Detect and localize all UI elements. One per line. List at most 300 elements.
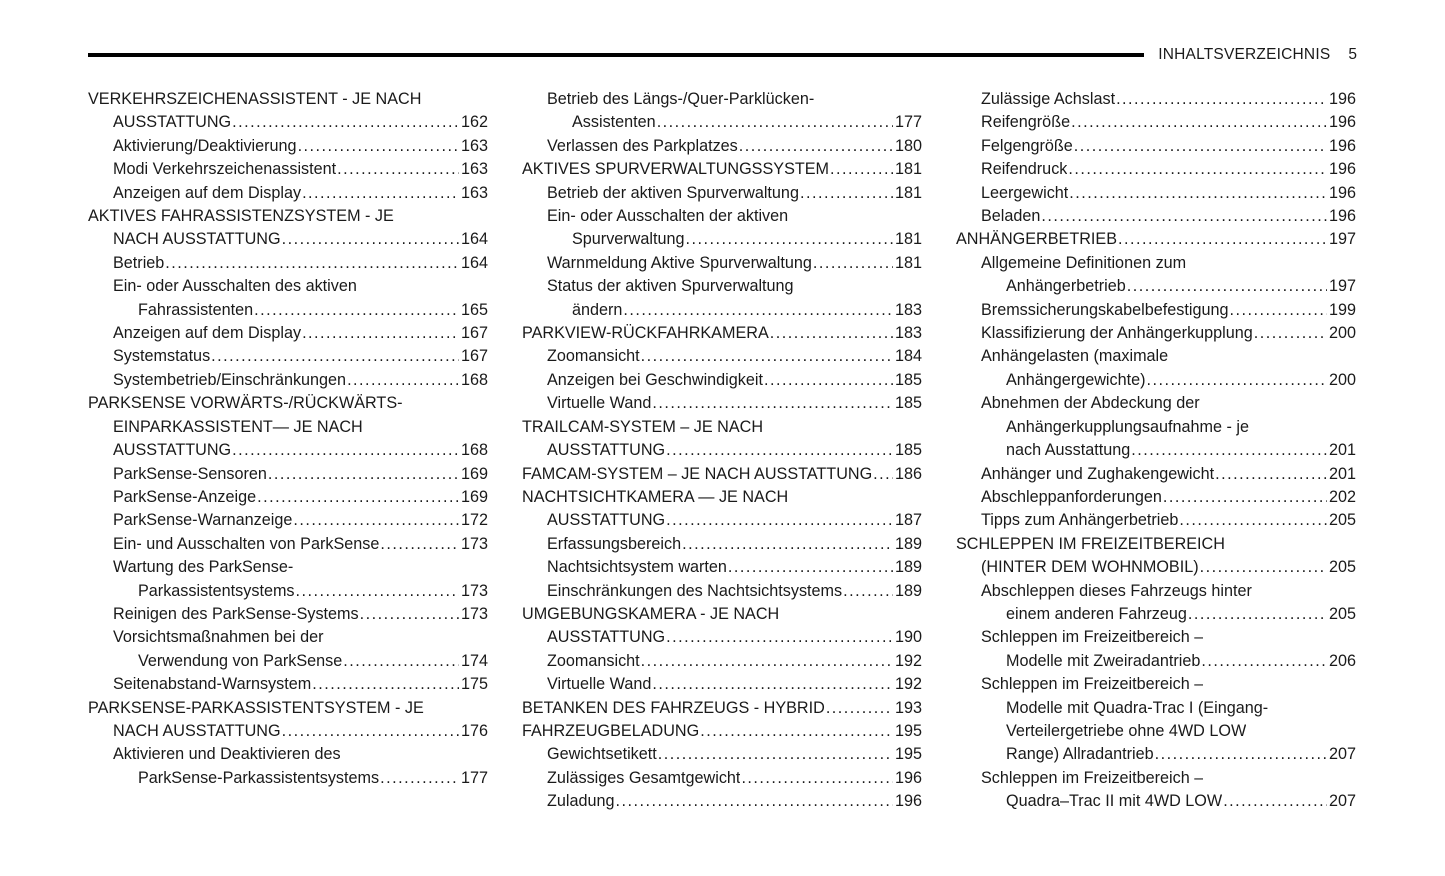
toc-entry-text: Schleppen im Freizeitbereich – bbox=[981, 675, 1204, 694]
dot-leader bbox=[700, 720, 893, 743]
toc-entry bbox=[88, 111, 488, 134]
toc-entry-text: Bremssicherungskabelbefestigung bbox=[981, 300, 1229, 319]
toc-entry-text: Schleppen im Freizeitbereich – bbox=[981, 768, 1204, 787]
toc-page-number: 190 bbox=[894, 628, 922, 647]
toc-entry-text: AUSSTATTUNG bbox=[113, 441, 232, 460]
toc-entry-text: Ein- oder Ausschalten des aktiven bbox=[113, 277, 357, 296]
toc-entry bbox=[956, 580, 1356, 603]
toc-entry-text: Erfassungsbereich bbox=[547, 534, 682, 553]
toc-entry-text: ändern bbox=[572, 300, 623, 319]
toc-page-number: 196 bbox=[1328, 160, 1356, 179]
toc-page-number: 185 bbox=[894, 394, 922, 413]
dot-leader bbox=[1163, 486, 1327, 509]
toc-entry-text: einem anderen Fahrzeug bbox=[1006, 604, 1187, 623]
toc-page-number: 177 bbox=[894, 113, 922, 132]
dot-leader bbox=[302, 182, 459, 205]
toc-entry bbox=[522, 603, 922, 626]
toc-page-number: 173 bbox=[460, 604, 488, 623]
toc-entry bbox=[522, 135, 922, 158]
toc-entry-text: TRAILCAM-SYSTEM – JE NACH bbox=[522, 417, 764, 436]
toc-entry bbox=[956, 322, 1356, 345]
toc-entry bbox=[88, 392, 488, 415]
toc-entry bbox=[88, 252, 488, 275]
toc-entry-text: Betrieb des Längs-/Quer-Parklücken- bbox=[547, 90, 815, 108]
toc-page-number: 196 bbox=[1328, 136, 1356, 155]
dot-leader bbox=[1201, 650, 1327, 673]
toc-entry bbox=[88, 580, 488, 603]
toc-page-number: 176 bbox=[460, 721, 488, 740]
dot-leader bbox=[1146, 369, 1327, 392]
toc-entry-text: FAMCAM-SYSTEM – JE NACH AUSSTATTUNG bbox=[522, 464, 873, 483]
toc-entry bbox=[956, 650, 1356, 673]
toc-entry-text: Quadra–Trac II mit 4WD LOW bbox=[1006, 792, 1223, 811]
toc-entry bbox=[956, 533, 1356, 556]
dot-leader bbox=[682, 533, 893, 556]
dot-leader bbox=[257, 486, 459, 509]
dot-leader bbox=[232, 439, 459, 462]
toc-entry bbox=[88, 743, 488, 766]
toc-page-number: 181 bbox=[894, 183, 922, 202]
dot-leader bbox=[254, 299, 459, 322]
toc-entry-text: Anhängerbetrieb bbox=[1006, 277, 1126, 296]
toc-entry-text: Zulässiges Gesamtgewicht bbox=[547, 768, 741, 787]
toc-entry bbox=[88, 275, 488, 298]
dot-leader bbox=[296, 580, 459, 603]
toc-entry bbox=[522, 158, 922, 181]
toc-entry-text: Aktivieren und Deaktivieren des bbox=[113, 745, 341, 764]
toc-entry bbox=[88, 486, 488, 509]
toc-entry-text: Betrieb bbox=[113, 253, 165, 272]
dot-leader bbox=[282, 720, 459, 743]
toc-page-number: 164 bbox=[460, 253, 488, 272]
toc-entry bbox=[522, 720, 922, 743]
toc-entry-text: Warnmeldung Aktive Spurverwaltung bbox=[547, 253, 812, 272]
toc-entry bbox=[522, 790, 922, 813]
toc-entry bbox=[522, 345, 922, 368]
toc-page-number: 201 bbox=[1328, 464, 1356, 483]
dot-leader bbox=[843, 580, 893, 603]
toc-entry bbox=[522, 556, 922, 579]
dot-leader bbox=[641, 345, 893, 368]
toc-entry bbox=[956, 673, 1356, 696]
toc-entry bbox=[88, 158, 488, 181]
toc-entry-text: Reifengröße bbox=[981, 113, 1071, 132]
dot-leader bbox=[800, 182, 893, 205]
toc-entry bbox=[956, 790, 1356, 813]
toc-entry bbox=[956, 88, 1356, 111]
toc-page-number: 185 bbox=[894, 441, 922, 460]
toc-column bbox=[88, 88, 488, 814]
dot-leader bbox=[1254, 322, 1327, 345]
toc-entry bbox=[88, 509, 488, 532]
dot-leader bbox=[652, 392, 893, 415]
toc-entry-text: Virtuelle Wand bbox=[547, 394, 652, 413]
toc-entry-text: SCHLEPPEN IM FREIZEITBEREICH bbox=[956, 534, 1225, 553]
toc-entry bbox=[522, 182, 922, 205]
dot-leader bbox=[211, 345, 459, 368]
toc-page-number: 206 bbox=[1328, 651, 1356, 670]
dot-leader bbox=[232, 111, 459, 134]
toc-entry-text: UMGEBUNGSKAMERA - JE NACH bbox=[522, 604, 780, 623]
toc-entry-text: Systembetrieb/Einschränkungen bbox=[113, 370, 347, 389]
toc-entry bbox=[88, 228, 488, 251]
toc-entry bbox=[88, 369, 488, 392]
toc-page-number: 167 bbox=[460, 347, 488, 366]
toc-entry-text: Betrieb der aktiven Spurverwaltung bbox=[547, 183, 799, 202]
toc-entry bbox=[956, 345, 1356, 368]
toc-page-number: 168 bbox=[460, 441, 488, 460]
dot-leader bbox=[741, 767, 893, 790]
toc-entry bbox=[956, 743, 1356, 766]
dot-leader bbox=[770, 322, 893, 345]
toc-entry bbox=[522, 743, 922, 766]
toc-entry bbox=[88, 416, 488, 439]
toc-entry-text: Verteilergetriebe ohne 4WD LOW bbox=[1006, 721, 1247, 740]
toc-entry-text: AUSSTATTUNG bbox=[113, 113, 232, 132]
toc-page-number: 183 bbox=[894, 300, 922, 319]
toc-entry-text: Felgengröße bbox=[981, 136, 1073, 155]
dot-leader bbox=[165, 252, 459, 275]
toc-entry-text: Verwendung von ParkSense bbox=[138, 651, 343, 670]
dot-leader bbox=[268, 463, 459, 486]
toc-entry bbox=[522, 299, 922, 322]
toc-page-number: 163 bbox=[460, 136, 488, 155]
toc-entry-text: AUSSTATTUNG bbox=[547, 441, 666, 460]
toc-entry bbox=[88, 673, 488, 696]
toc-entry-text: Reifendruck bbox=[981, 160, 1068, 179]
toc-entry bbox=[956, 626, 1356, 649]
dot-leader bbox=[641, 650, 893, 673]
toc-entry bbox=[956, 556, 1356, 579]
toc-entry bbox=[88, 439, 488, 462]
toc-entry-text: Abschleppen dieses Fahrzeugs hinter bbox=[981, 581, 1252, 600]
dot-leader bbox=[623, 299, 893, 322]
toc-page-number: 181 bbox=[894, 160, 922, 179]
toc-entry-text: Schleppen im Freizeitbereich – bbox=[981, 628, 1204, 647]
toc-column bbox=[956, 88, 1356, 814]
dot-leader bbox=[1215, 463, 1327, 486]
dot-leader bbox=[666, 439, 893, 462]
dot-leader bbox=[380, 533, 459, 556]
toc-page-number: 172 bbox=[460, 511, 488, 530]
toc-entry-text: Zoomansicht bbox=[547, 651, 640, 670]
toc-entry bbox=[956, 767, 1356, 790]
dot-leader bbox=[1068, 158, 1327, 181]
toc-entry-text: Modelle mit Zweiradantrieb bbox=[1006, 651, 1201, 670]
toc-entry-text: Spurverwaltung bbox=[572, 230, 685, 249]
dot-leader bbox=[1223, 790, 1327, 813]
toc-entry-text: ParkSense-Sensoren bbox=[113, 464, 267, 483]
toc-entry-text: Abschleppanforderungen bbox=[981, 487, 1162, 506]
toc-page-number: 192 bbox=[894, 675, 922, 694]
toc-entry bbox=[956, 111, 1356, 134]
dot-leader bbox=[739, 135, 893, 158]
toc-entry bbox=[956, 463, 1356, 486]
toc-entry-text: AUSSTATTUNG bbox=[547, 511, 666, 530]
toc-entry bbox=[956, 720, 1356, 743]
dot-leader bbox=[1118, 228, 1327, 251]
toc-page-number: 164 bbox=[460, 230, 488, 249]
dot-leader bbox=[657, 111, 893, 134]
toc-page-number: 169 bbox=[460, 464, 488, 483]
dot-leader bbox=[1069, 182, 1327, 205]
toc-page-number: 169 bbox=[460, 487, 488, 506]
toc-entry bbox=[88, 650, 488, 673]
toc-page-number: 195 bbox=[894, 745, 922, 764]
dot-leader bbox=[282, 228, 459, 251]
dot-leader bbox=[764, 369, 893, 392]
dot-leader bbox=[360, 603, 459, 626]
toc-page-number: 163 bbox=[460, 160, 488, 179]
toc-page-number: 186 bbox=[894, 464, 922, 483]
header-page-number: 5 bbox=[1348, 46, 1357, 63]
toc-page-number: 180 bbox=[894, 136, 922, 155]
toc-entry bbox=[522, 228, 922, 251]
dot-leader bbox=[652, 673, 893, 696]
toc-entry bbox=[88, 88, 488, 111]
dot-leader bbox=[347, 369, 459, 392]
toc-page-number: 181 bbox=[894, 253, 922, 272]
toc-page-number: 202 bbox=[1328, 487, 1356, 506]
toc-entry bbox=[956, 603, 1356, 626]
toc-entry bbox=[956, 299, 1356, 322]
toc-entry bbox=[522, 533, 922, 556]
toc-page-number: 196 bbox=[1328, 207, 1356, 226]
toc-entry-text: Zulässige Achslast bbox=[981, 90, 1116, 108]
toc-entry bbox=[956, 416, 1356, 439]
toc-entry-text: NACHTSICHTKAMERA — JE NACH bbox=[522, 487, 789, 506]
dot-leader bbox=[813, 252, 893, 275]
toc-entry bbox=[522, 275, 922, 298]
toc-page-number: 196 bbox=[1328, 90, 1356, 108]
toc-entry-text: Leergewicht bbox=[981, 183, 1069, 202]
toc-entry-text: Anzeigen auf dem Display bbox=[113, 324, 302, 343]
dot-leader bbox=[666, 626, 893, 649]
dot-leader bbox=[1131, 439, 1327, 462]
toc-entry-text: Modelle mit Quadra-Trac I (Eingang- bbox=[1006, 698, 1269, 717]
toc-entry-text: Modi Verkehrszeichenassistent bbox=[113, 160, 337, 179]
toc-entry-text: Allgemeine Definitionen zum bbox=[981, 253, 1187, 272]
toc-page-number: 177 bbox=[460, 768, 488, 787]
toc-page-number: 181 bbox=[894, 230, 922, 249]
toc-entry-text: Virtuelle Wand bbox=[547, 675, 652, 694]
toc-page-number: 200 bbox=[1328, 370, 1356, 389]
toc-page-number: 168 bbox=[460, 370, 488, 389]
toc-entry bbox=[522, 369, 922, 392]
header-rule bbox=[88, 53, 1144, 57]
dot-leader bbox=[380, 767, 459, 790]
dot-leader bbox=[302, 322, 459, 345]
dot-leader bbox=[343, 650, 459, 673]
toc-entry-text: AKTIVES FAHRASSISTENZSYSTEM - JE bbox=[88, 207, 394, 226]
toc-entry-text: Vorsichtsmaßnahmen bei der bbox=[113, 628, 324, 647]
toc-entry-text: AKTIVES SPURVERWALTUNGSSYSTEM bbox=[522, 160, 830, 179]
toc-entry bbox=[522, 416, 922, 439]
toc-page-number: 173 bbox=[460, 534, 488, 553]
toc-entry-text: Anhängergewichte) bbox=[1006, 370, 1146, 389]
toc-entry-text: Anhänger und Zughakengewicht bbox=[981, 464, 1215, 483]
toc-entry-text: Beladen bbox=[981, 207, 1041, 226]
toc-entry bbox=[522, 463, 922, 486]
dot-leader bbox=[728, 556, 893, 579]
toc-entry-text: Seitenabstand-Warnsystem bbox=[113, 675, 312, 694]
toc-page-number: 184 bbox=[894, 347, 922, 366]
toc-entry bbox=[956, 252, 1356, 275]
toc-entry bbox=[522, 111, 922, 134]
toc-page-number: 196 bbox=[1328, 113, 1356, 132]
toc-page-number: 205 bbox=[1328, 604, 1356, 623]
toc-entry bbox=[956, 158, 1356, 181]
toc-entry-text: Systemstatus bbox=[113, 347, 211, 366]
toc-entry-text: FAHRZEUGBELADUNG bbox=[522, 721, 700, 740]
toc-entry bbox=[956, 697, 1356, 720]
toc-page-number: 163 bbox=[460, 183, 488, 202]
toc-entry bbox=[88, 556, 488, 579]
dot-leader bbox=[1074, 135, 1327, 158]
toc-page-number: 200 bbox=[1328, 324, 1356, 343]
toc-page-number: 207 bbox=[1328, 745, 1356, 764]
toc-entry bbox=[88, 322, 488, 345]
dot-leader bbox=[298, 135, 459, 158]
toc-page-number: 162 bbox=[460, 113, 488, 132]
toc-page-number: 199 bbox=[1328, 300, 1356, 319]
dot-leader bbox=[1229, 299, 1327, 322]
dot-leader bbox=[1041, 205, 1327, 228]
toc-entry bbox=[956, 369, 1356, 392]
toc-page-number: 185 bbox=[894, 370, 922, 389]
toc-page-number: 205 bbox=[1328, 511, 1356, 530]
toc-page-number: 173 bbox=[460, 581, 488, 600]
toc-entry-text: Parkassistentsystems bbox=[138, 581, 295, 600]
dot-leader bbox=[337, 158, 459, 181]
toc-entry bbox=[522, 767, 922, 790]
toc-entry bbox=[956, 509, 1356, 532]
toc-entry-text: Zoomansicht bbox=[547, 347, 640, 366]
toc-entry bbox=[522, 439, 922, 462]
toc-entry-text: PARKSENSE VORWÄRTS-/RÜCKWÄRTS- bbox=[88, 394, 403, 413]
toc-page-number: 201 bbox=[1328, 441, 1356, 460]
toc-entry-text: Abnehmen der Abdeckung der bbox=[981, 394, 1200, 413]
toc-entry bbox=[88, 345, 488, 368]
page-header bbox=[88, 44, 1357, 66]
dot-leader bbox=[1188, 603, 1327, 626]
toc-entry bbox=[88, 533, 488, 556]
dot-leader bbox=[616, 790, 893, 813]
toc-entry bbox=[88, 767, 488, 790]
toc-page-number: 174 bbox=[460, 651, 488, 670]
toc-page-number: 189 bbox=[894, 558, 922, 577]
toc-entry bbox=[522, 509, 922, 532]
toc-entry-text: Zuladung bbox=[547, 792, 615, 811]
dot-leader bbox=[873, 463, 893, 486]
toc-entry bbox=[956, 228, 1356, 251]
toc-entry-text: Ein- und Ausschalten von ParkSense bbox=[113, 534, 380, 553]
dot-leader bbox=[1200, 556, 1327, 579]
toc-entry-text: NACH AUSSTATTUNG bbox=[113, 230, 281, 249]
toc-entry-text: Ein- oder Ausschalten der aktiven bbox=[547, 207, 789, 226]
toc-entry bbox=[88, 205, 488, 228]
toc-entry bbox=[88, 299, 488, 322]
dot-leader bbox=[826, 697, 893, 720]
toc-entry-text: Verlassen des Parkplatzes bbox=[547, 136, 738, 155]
toc-entry-text: PARKSENSE-PARKASSISTENTSYSTEM - JE bbox=[88, 698, 424, 717]
toc-entry-text: Tipps zum Anhängerbetrieb bbox=[981, 511, 1179, 530]
toc-entry bbox=[522, 626, 922, 649]
toc-entry-text: ParkSense-Anzeige bbox=[113, 487, 257, 506]
toc-entry-text: Range) Allradantrieb bbox=[1006, 745, 1154, 764]
toc-entry-text: Gewichtsetikett bbox=[547, 745, 657, 764]
dot-leader bbox=[1179, 509, 1327, 532]
dot-leader bbox=[1127, 275, 1327, 298]
toc-entry bbox=[88, 720, 488, 743]
toc-entry bbox=[88, 135, 488, 158]
toc-entry bbox=[88, 603, 488, 626]
toc-entry bbox=[522, 322, 922, 345]
dot-leader bbox=[312, 673, 459, 696]
dot-leader bbox=[685, 228, 893, 251]
toc-entry bbox=[956, 439, 1356, 462]
toc-entry-text: Klassifizierung der Anhängerkupplung bbox=[981, 324, 1253, 343]
toc-entry bbox=[522, 673, 922, 696]
toc-page-number: 183 bbox=[894, 324, 922, 343]
dot-leader bbox=[293, 509, 459, 532]
dot-leader bbox=[830, 158, 893, 181]
toc-page-number: 205 bbox=[1328, 558, 1356, 577]
toc-entry bbox=[522, 697, 922, 720]
header-title: INHALTSVERZEICHNIS bbox=[1158, 46, 1331, 63]
toc-entry bbox=[956, 275, 1356, 298]
toc-entry-text: BETANKEN DES FAHRZEUGS - HYBRID bbox=[522, 698, 825, 717]
toc-page-number: 193 bbox=[894, 698, 922, 717]
toc-entry bbox=[522, 88, 922, 111]
toc-page-number: 196 bbox=[1328, 183, 1356, 202]
toc-entry-text: ParkSense-Parkassistentsystems bbox=[138, 768, 380, 787]
toc-entry-text: nach Ausstattung bbox=[1006, 441, 1131, 460]
toc-entry bbox=[88, 182, 488, 205]
toc-page-number: 165 bbox=[460, 300, 488, 319]
toc-entry-text: Anhängerkupplungsaufnahme - je bbox=[1006, 417, 1249, 436]
toc-entry-text: (HINTER DEM WOHNMOBIL) bbox=[981, 558, 1199, 577]
dot-leader bbox=[1116, 88, 1327, 111]
toc-page-number: 196 bbox=[894, 792, 922, 811]
toc-entry-text: Einschränkungen des Nachtsichtsystems bbox=[547, 581, 843, 600]
toc-entry bbox=[522, 205, 922, 228]
toc-entry-text: Anzeigen auf dem Display bbox=[113, 183, 302, 202]
toc-page-number: 192 bbox=[894, 651, 922, 670]
toc-entry-text: VERKEHRSZEICHENASSISTENT - JE NACH bbox=[88, 90, 422, 108]
toc-column bbox=[522, 88, 922, 814]
toc-columns bbox=[88, 88, 1356, 814]
toc-entry bbox=[956, 135, 1356, 158]
toc-entry-text: NACH AUSSTATTUNG bbox=[113, 721, 281, 740]
toc-page-number: 197 bbox=[1328, 277, 1356, 296]
toc-entry-text: Reinigen des ParkSense-Systems bbox=[113, 604, 359, 623]
toc-entry-text: Status der aktiven Spurverwaltung bbox=[547, 277, 794, 296]
toc-entry-text: Nachtsichtsystem warten bbox=[547, 558, 727, 577]
toc-entry bbox=[88, 626, 488, 649]
dot-leader bbox=[1071, 111, 1327, 134]
toc-entry bbox=[956, 182, 1356, 205]
toc-entry-text: PARKVIEW-RÜCKFAHRKAMERA bbox=[522, 324, 769, 343]
toc-entry bbox=[956, 392, 1356, 415]
toc-entry bbox=[956, 486, 1356, 509]
toc-page-number: 189 bbox=[894, 534, 922, 553]
toc-entry bbox=[522, 650, 922, 673]
toc-page-number: 197 bbox=[1328, 230, 1356, 249]
toc-entry-text: Fahrassistenten bbox=[138, 300, 254, 319]
toc-entry bbox=[956, 205, 1356, 228]
toc-entry-text: EINPARKASSISTENT— JE NACH bbox=[113, 417, 363, 436]
